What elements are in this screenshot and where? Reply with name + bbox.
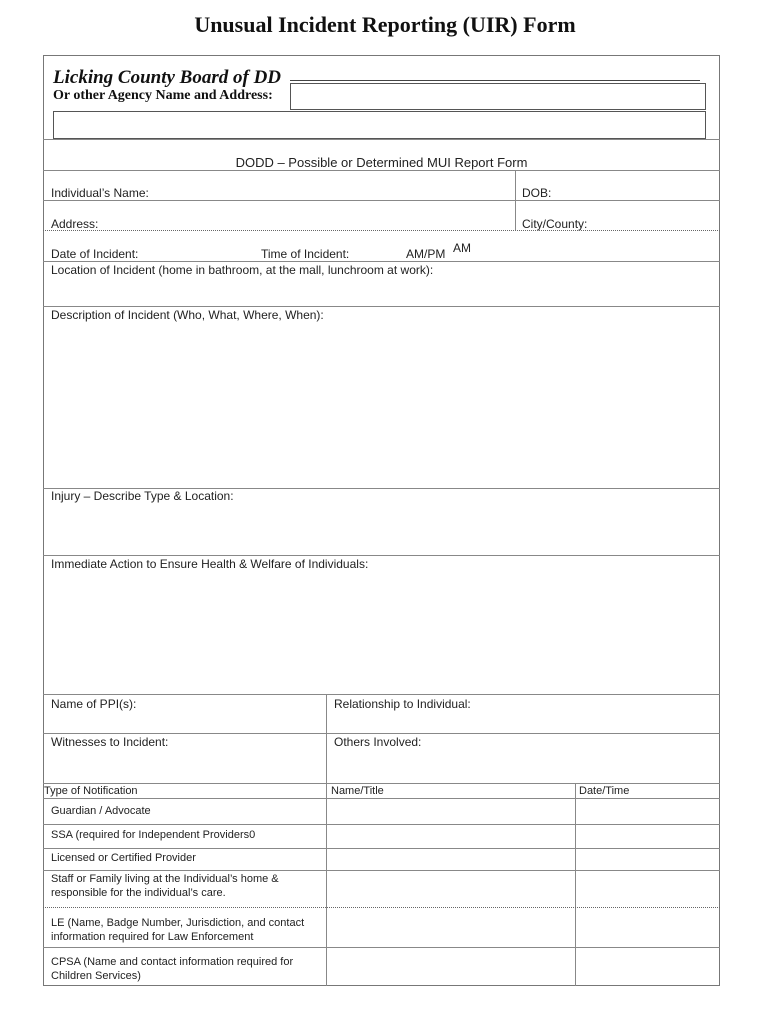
relationship-label: Relationship to Individual: bbox=[334, 697, 471, 711]
witnesses-label: Witnesses to Incident: bbox=[51, 735, 169, 749]
immediate-action-input[interactable] bbox=[43, 573, 720, 694]
notification-type-header: Type of Notification bbox=[44, 785, 138, 797]
divider bbox=[43, 306, 720, 307]
am-pm-value[interactable]: AM bbox=[453, 241, 471, 255]
address-label: Address: bbox=[51, 217, 99, 231]
agency-name-underline bbox=[290, 80, 700, 81]
form-title: Unusual Incident Reporting (UIR) Form bbox=[194, 12, 576, 37]
agency-name-input[interactable] bbox=[290, 83, 706, 110]
injury-label: Injury – Describe Type & Location: bbox=[51, 489, 234, 503]
city-county-label: City/County: bbox=[522, 217, 588, 231]
date-time-header: Date/Time bbox=[579, 785, 630, 797]
others-involved-label: Others Involved: bbox=[334, 735, 422, 749]
divider bbox=[43, 139, 720, 140]
notification-row-label: Guardian / Advocate bbox=[51, 805, 151, 817]
guardian-name-input[interactable] bbox=[327, 799, 574, 823]
ppi-name-label: Name of PPI(s): bbox=[51, 697, 137, 711]
notification-row-label: SSA (required for Independent Providers0 bbox=[51, 829, 256, 841]
report-form-title: DODD – Possible or Determined MUI Report Form bbox=[235, 155, 528, 170]
am-pm-label: AM/PM bbox=[406, 247, 446, 261]
ssa-name-input[interactable] bbox=[327, 825, 574, 847]
time-of-incident-input[interactable] bbox=[356, 232, 401, 260]
agency-name: Licking County Board of DD bbox=[53, 67, 282, 88]
date-of-incident-label: Date of Incident: bbox=[51, 247, 139, 261]
staff-name-input[interactable] bbox=[327, 871, 574, 906]
cpsa-date-input[interactable] bbox=[576, 948, 719, 985]
divider bbox=[43, 783, 720, 784]
ssa-date-input[interactable] bbox=[576, 825, 719, 847]
address-field[interactable] bbox=[43, 201, 515, 230]
notification-row-label: CPSA (Name and contact information required for Children Services) bbox=[51, 956, 294, 982]
divider bbox=[43, 230, 720, 231]
provider-date-input[interactable] bbox=[576, 849, 719, 869]
notification-row-label: Licensed or Certified Provider bbox=[51, 852, 196, 864]
injury-input[interactable] bbox=[43, 505, 720, 554]
notification-row-label: LE (Name, Badge Number, Jurisdiction, and contact information required for Law Enforcement bbox=[51, 917, 305, 943]
agency-subtitle: Or other Agency Name and Address: bbox=[53, 88, 273, 103]
cpsa-name-input[interactable] bbox=[327, 948, 574, 985]
provider-name-input[interactable] bbox=[327, 849, 574, 869]
description-input[interactable] bbox=[43, 323, 720, 487]
le-name-input[interactable] bbox=[327, 908, 574, 946]
time-of-incident-label: Time of Incident: bbox=[261, 247, 350, 261]
staff-date-input[interactable] bbox=[576, 871, 719, 906]
notification-row-label: Staff or Family living at the Individual’s home & responsible for the individual’s care. bbox=[51, 873, 279, 899]
divider bbox=[43, 261, 720, 262]
immediate-action-label: Immediate Action to Ensure Health & Welfare of Individuals: bbox=[51, 557, 369, 571]
dob-label: DOB: bbox=[522, 186, 552, 200]
description-label: Description of Incident (Who, What, Where, When): bbox=[51, 308, 324, 322]
guardian-date-input[interactable] bbox=[576, 799, 719, 823]
name-title-header: Name/Title bbox=[331, 785, 384, 797]
date-of-incident-input[interactable] bbox=[145, 232, 255, 260]
individual-name-label: Individual’s Name: bbox=[51, 186, 149, 200]
location-label: Location of Incident (home in bathroom, at the mall, lunchroom at work): bbox=[51, 263, 434, 277]
agency-address-input[interactable] bbox=[53, 111, 706, 139]
location-input[interactable] bbox=[43, 278, 720, 305]
le-date-input[interactable] bbox=[576, 908, 719, 946]
divider bbox=[43, 555, 720, 556]
